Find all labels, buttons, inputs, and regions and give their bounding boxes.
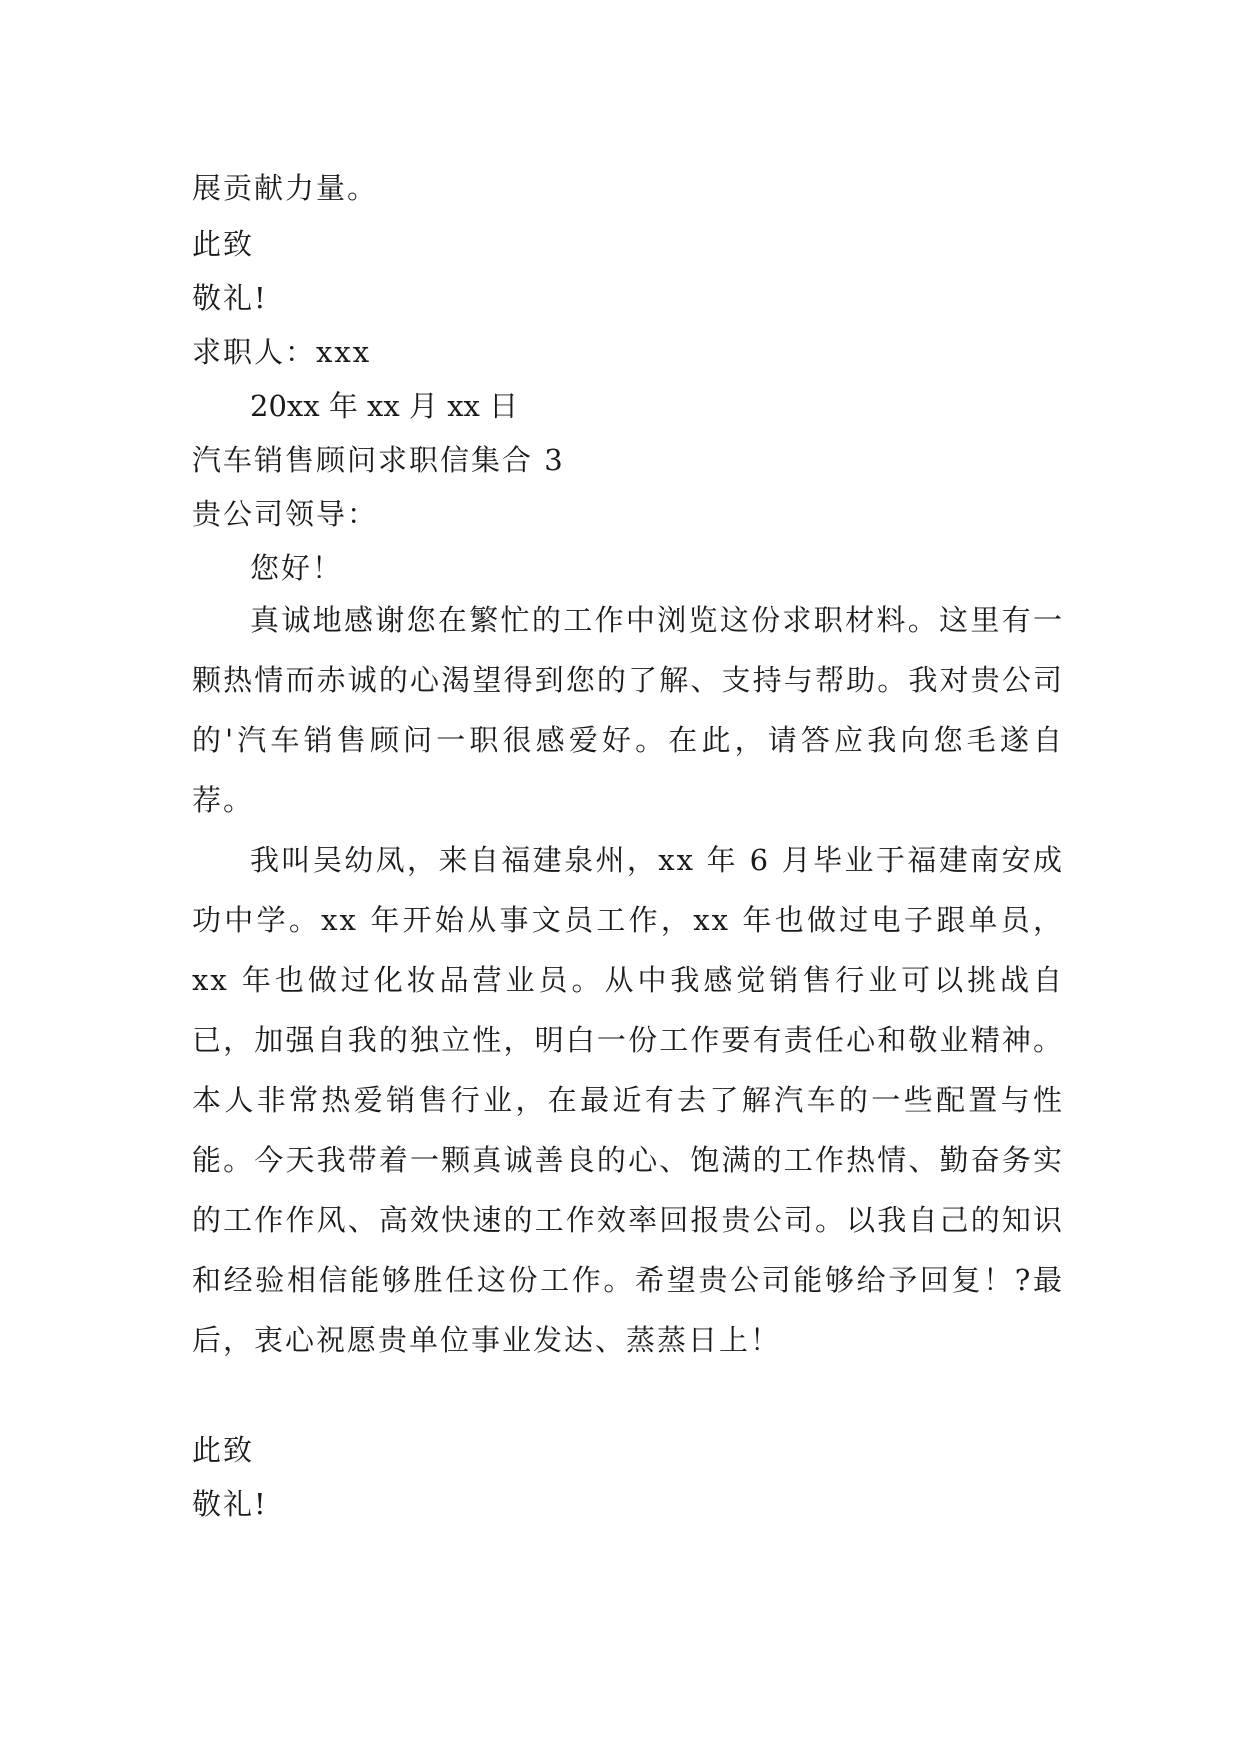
salutation: 敬礼! — [192, 281, 268, 315]
closing-phrase-2: 此致 — [192, 1433, 255, 1467]
section-heading: 汽车销售顾问求职信集合 3 — [192, 443, 565, 477]
continuation-text: 展贡献力量。 — [192, 171, 379, 205]
signature-line: 求职人：xxx — [192, 335, 372, 369]
body-paragraph-1: 真诚地感谢您在繁忙的工作中浏览这份求职材料。这里有一颗热情而赤诚的心渴望得到您的了解、支持与帮助。我对贵公司的'汽车销售顾问一职很感爱好。在此，请答应我向您毛遂自荐。 — [192, 603, 1064, 817]
date-line: 20xx 年 xx 月 xx 日 — [250, 389, 519, 423]
addressee-line: 贵公司领导： — [192, 497, 379, 531]
closing-phrase: 此致 — [192, 227, 255, 261]
body-paragraph-2: 我叫吴幼凤，来自福建泉州，xx 年 6 月毕业于福建南安成功中学。xx 年开始从事文员工作，xx 年也做过电子跟单员，xx 年也做过化妆品营业员。从中我感觉销售行业可以挑战自已，加强自我的独立性，明白一份工作要有责任心和敬业精神。本人非常热爱销售行业，在最近有去了解汽车的一些配置与性能。今天我带着一颗真诚善良的心、饱满的工作热情、勤奋务实的工作作风、高效快速的工作效率回报贵公司。以我自己的知识和经验相信能够胜任这份工作。希望贵公司能够给予回复！?最后，衷心祝愿贵单位事业发达、蒸蒸日上！ — [192, 843, 1064, 1357]
greeting-line: 您好！ — [250, 551, 344, 585]
salutation-2: 敬礼! — [192, 1487, 268, 1521]
